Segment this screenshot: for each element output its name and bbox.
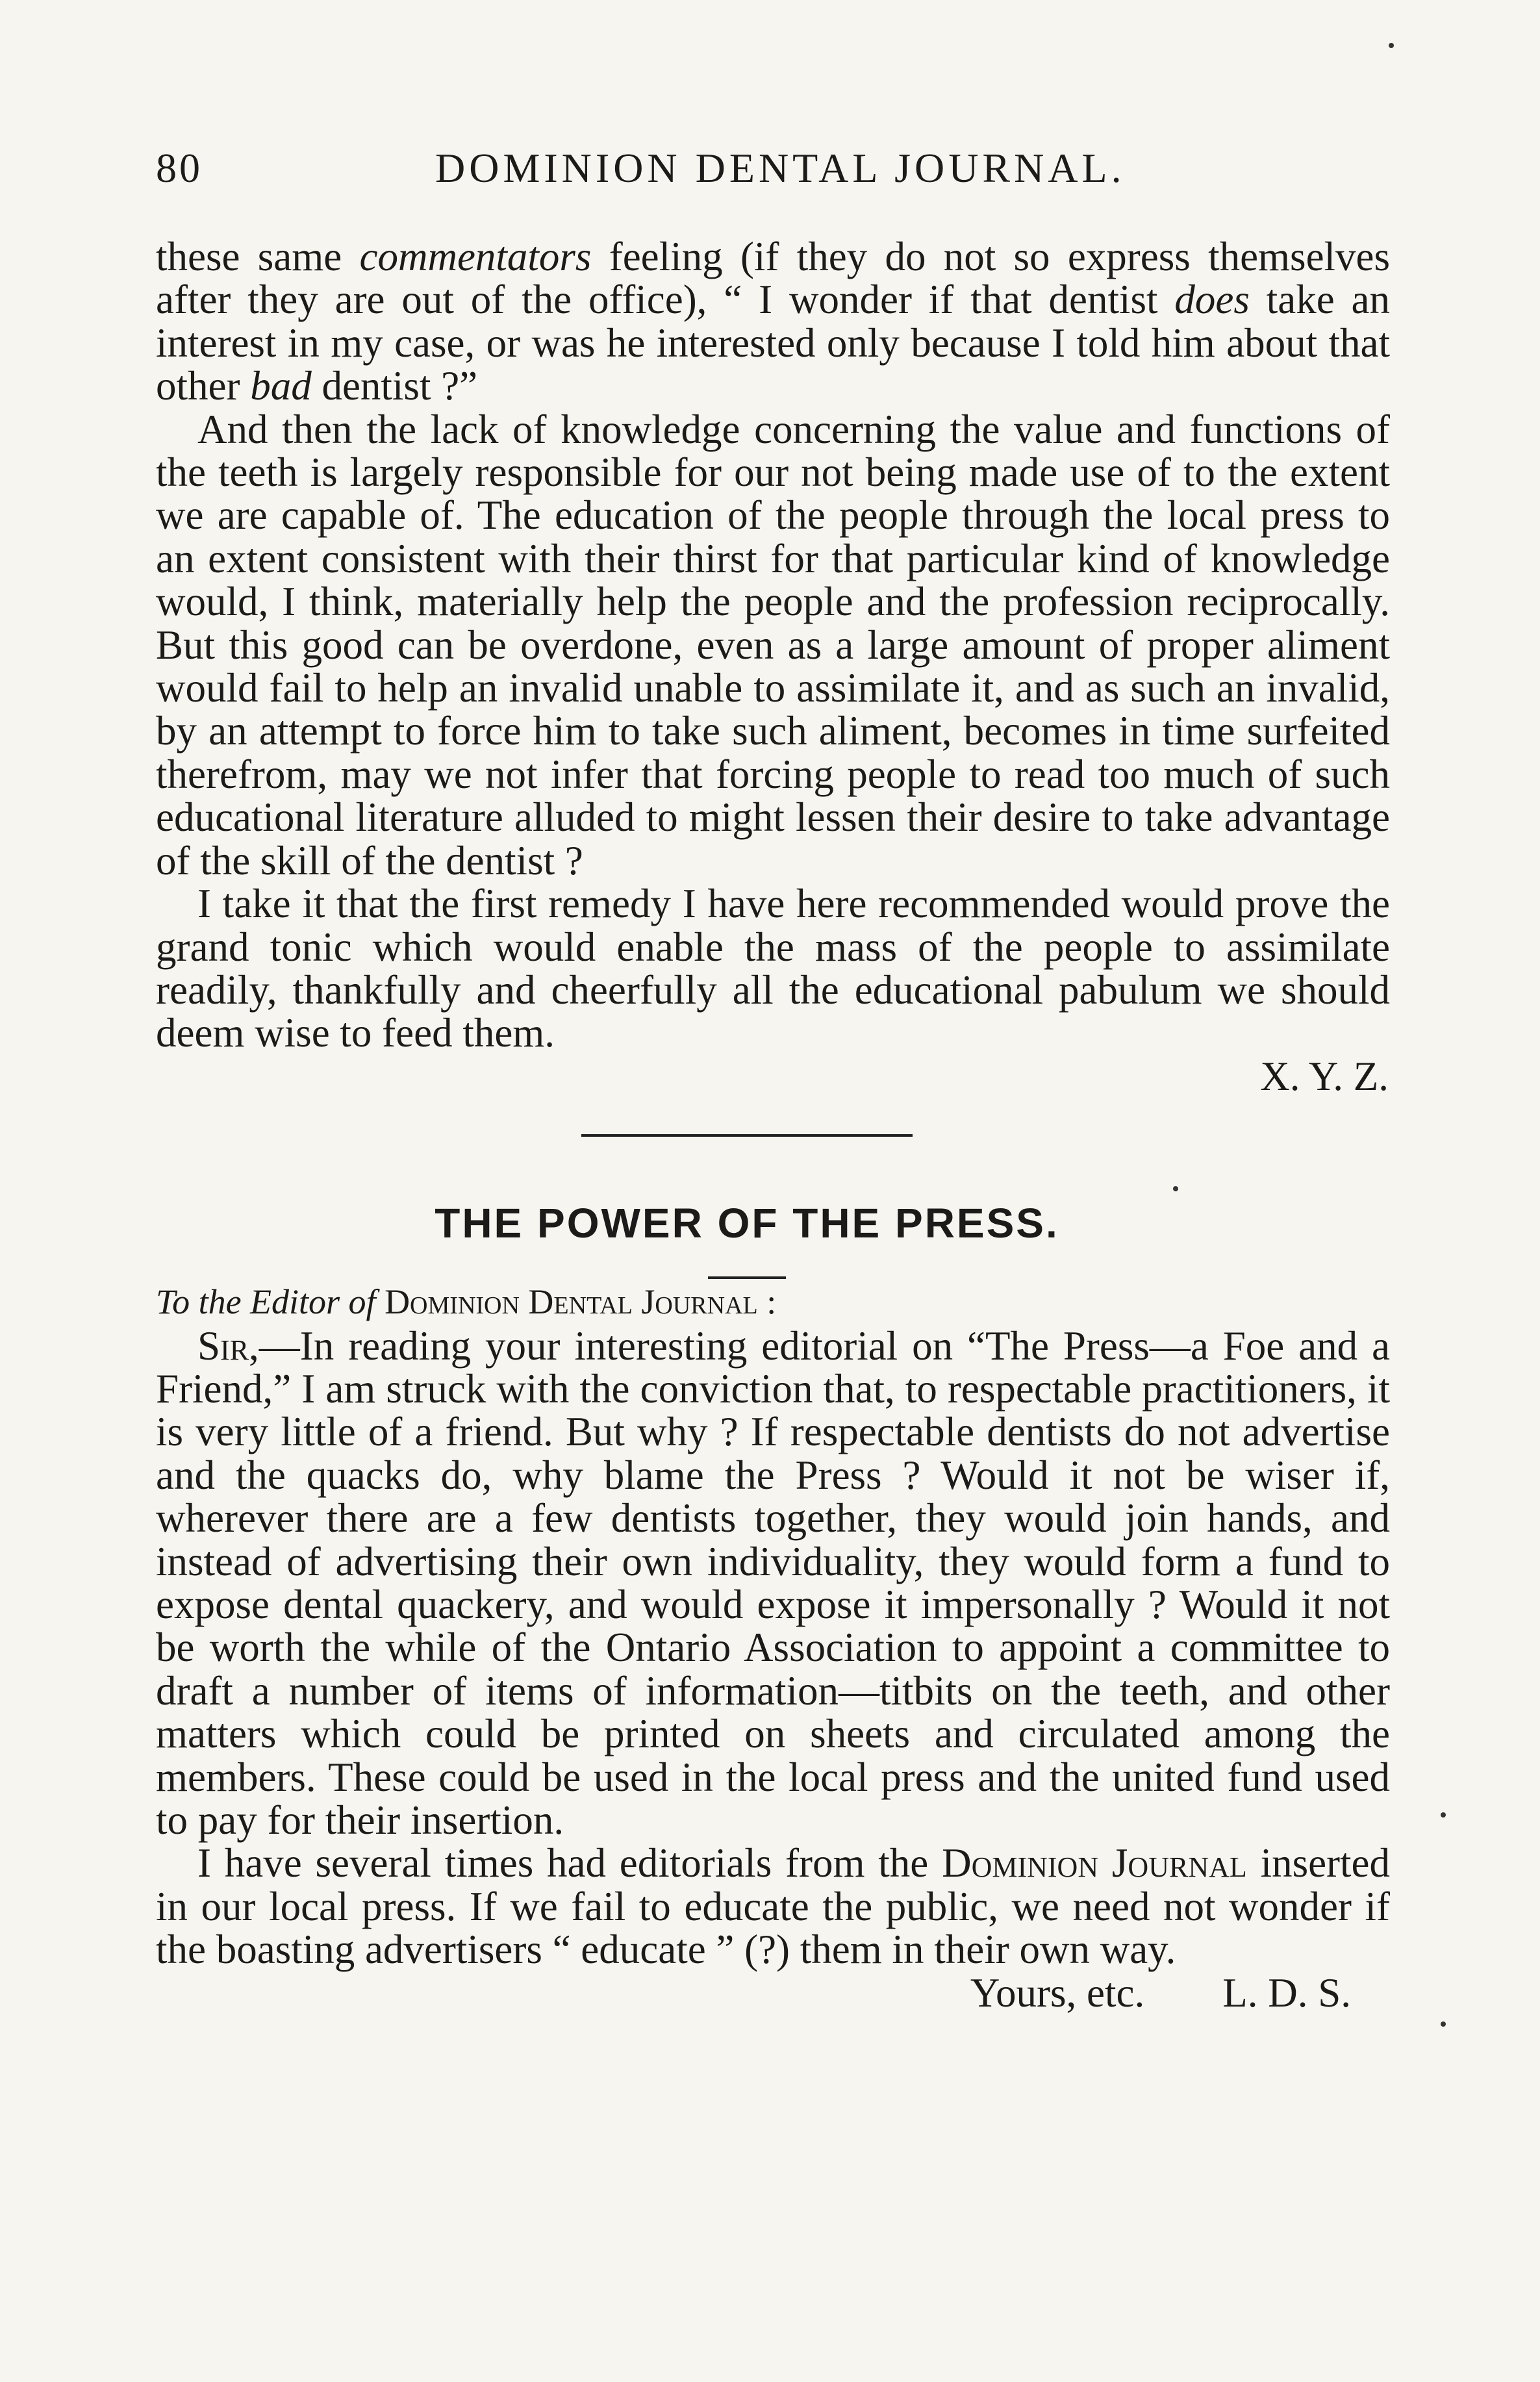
letter-signoff [156,1971,1390,2014]
italic-run: commentators [359,234,592,279]
text-run: inserted in our local press. If we fail to educate the public, we need not wonder if the boasting advertisers “ educate ” (?) them in their own way. [156,1840,1391,1973]
text-run: take an interest in my case, or was he interested only because I told him about that other [156,277,1390,409]
letter-paragraph-1 [156,1324,1390,1842]
salutation [156,1279,1390,1324]
article1-signature: X. Y. Z. [1260,1053,1389,1099]
running-header [156,144,1390,203]
italic-run: does [1174,277,1250,323]
section-divider [581,1134,913,1137]
article1-paragraph-2: And then the lack of knowledge concerning the value and functions of the teeth is largely responsible for our not being made use of to the extent we are capable of. The education of the people through the local press to an extent consistent with their thirst for that particular kind of knowledge would, I think, materially help the people and the profession reciprocally. But this good can be overdone, even as a large amount of proper aliment would fail to help an invalid unable to assimilate it, and as such an invalid, by an attempt to force him to take such aliment, becomes in time surfeited therefrom, may we not infer that forcing people to read too much of such educational literature alluded to might lessen their desire to take advantage of the skill of the dentist ? [156,406,1390,883]
print-speck [1441,1812,1446,1818]
journal-name: Dominion Journal [942,1840,1247,1886]
page-body [156,235,1390,2014]
heading-rule [708,1276,786,1279]
closing: Yours, etc. [970,1970,1145,2016]
running-title: DOMINION DENTAL JOURNAL. [435,145,1126,191]
text-run: these same [156,234,360,279]
text-run: I have several times had editorials from the [197,1840,942,1886]
text-run: —In reading your interesting editorial on “The Press—a Foe and a Friend,” I am struck with the conviction that, to respectable practitioners, it is very little of a friend. But why ? If respectable dentists do not advertise and the quacks do, why blame the Press ? Would it not be wiser if, wherever there are a few dentists together, they would join hands, and instead of advertising their own individuality, they would form a fund to expose dental quackery, and would expose it impersonally ? Would it not be worth the while of the Ontario Association to appoint a committee to draft a number of items of information—titbits on the teeth, and other matters which could be printed on sheets and circulated among the members. These could be used in the local press and the united fund used to pay for their insertion. [156,1323,1390,1843]
salutation-italic: To the Editor of [156,1282,376,1321]
print-speck [1389,43,1394,48]
signature: L. D. S. [1222,1970,1351,2016]
page-number: 80 [156,145,203,191]
article1-paragraph-1 [156,235,1390,408]
salutation-journal: Dominion Dental Journal : [375,1282,777,1321]
letter-paragraph-2 [156,1842,1390,1971]
text-run: dentist ?” [311,363,478,409]
article1-paragraph-3: I take it that the first remedy I have here recommended would prove the grand tonic which would enable the mass of the people to assimilate readily, thankfully and cheerfully all the educational pabulum we should deem wise to feed them. [156,881,1390,1056]
print-speck [1441,2021,1446,2027]
italic-run: bad [250,363,312,409]
salutation-sir: Sir, [197,1323,259,1369]
article-heading: THE POWER OF THE PRESS. [435,1200,1059,1247]
text-run: feeling (if they do not so express themselves after they are out of the office), “ I wonder if that dentist [156,234,1391,323]
